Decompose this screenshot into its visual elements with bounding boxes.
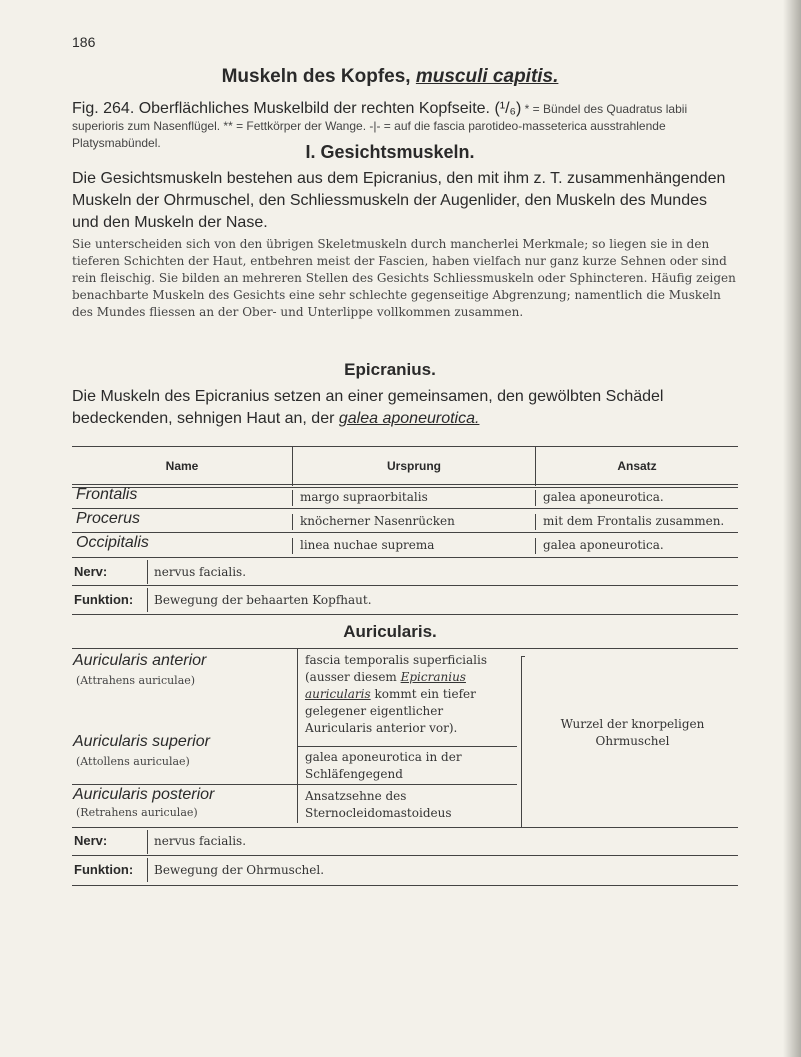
table-rule-top — [72, 648, 738, 649]
label-divider — [147, 830, 148, 854]
table-rule-row — [72, 827, 738, 828]
muscle-name: Procerus — [76, 510, 141, 527]
table-col-divider — [292, 490, 293, 506]
epicranius-intro-plain: Die Muskeln des Epicranius setzen an einer gemeinsamen, den gewölbten Schädel bedeckenden, sehnigen Haut an, der — [72, 388, 664, 427]
table-col-divider — [535, 514, 536, 530]
figure-caption-lead: Fig. 264. Oberflächliches Muskelbild der rechten Kopfseite. (¹/₆) — [72, 100, 522, 117]
muscle-name: Frontalis — [76, 486, 138, 503]
label-divider — [147, 560, 148, 584]
table-rule-row — [72, 784, 517, 785]
muscle-latin-name: (Attollens auriculae) — [76, 755, 190, 768]
epicranius-heading: Epicranius. — [344, 360, 436, 379]
chapter-title — [0, 66, 780, 88]
muscle-name: Auricularis superior — [73, 733, 210, 750]
muscle-latin-name: (Attrahens auriculae) — [76, 674, 196, 687]
muscle-name: Occipitalis — [76, 534, 149, 551]
table-rule-bottom — [72, 614, 738, 615]
shared-insertion: Wurzel der knorpeligen Ohrmuschel — [560, 717, 705, 748]
table-rule-bottom — [72, 885, 738, 886]
table-rule-row — [72, 585, 738, 586]
table-rule-row — [72, 557, 738, 558]
origin-italic: Epicranius auricularis — [305, 670, 466, 701]
function-value: Bewegung der behaarten Kopfhaut. — [154, 593, 372, 607]
muscle-origin: Ansatzsehne des Sternocleidomastoideus — [305, 789, 452, 820]
figure-caption-rest: * = Bündel des Quadratus labii superioris zum Nasenflügel. ** = Fettkörper der Wange. -|- = auf die fascia parotideo-masseterica ausstrahlende Platysmabündel. — [72, 102, 688, 150]
muscle-name: Auricularis anterior — [73, 652, 207, 669]
column-header-name: Name — [165, 459, 199, 473]
epicranius-intro-galea: galea aponeurotica. — [338, 410, 480, 427]
muscle-insertion: galea aponeurotica. — [543, 538, 664, 552]
muscle-insertion: mit dem Frontalis zusammen. — [543, 514, 725, 528]
page-number: 186 — [72, 34, 96, 50]
muscle-origin: knöcherner Nasenrücken — [300, 514, 455, 528]
chapter-title-plain: Muskeln des Kopfes, — [221, 66, 416, 87]
table-col-divider — [292, 514, 293, 530]
muscle-origin — [305, 652, 513, 737]
label-divider — [147, 588, 148, 612]
function-value: Bewegung der Ohrmuschel. — [154, 863, 325, 877]
table-col-divider — [535, 538, 536, 554]
section-intro: Die Gesichtsmuskeln bestehen aus dem Epicranius, den mit ihm z. T. zusammenhängenden Muskeln der Ohrmuschel, den Schliessmuskeln der Augenlider, den Muskeln des Mundes und den Muskeln der Nase. — [72, 170, 726, 231]
table-col-divider — [297, 648, 298, 823]
epicranius-intro — [72, 386, 738, 430]
nerve-label: Nerv: — [74, 833, 108, 848]
table-col-divider — [292, 538, 293, 554]
chapter-title-latin: musculi capitis. — [415, 66, 559, 87]
nerve-value: nervus facialis. — [154, 834, 247, 848]
column-header-insertion: Ansatz — [617, 459, 657, 473]
table-rule-row — [297, 746, 517, 747]
muscle-origin: margo supraorbitalis — [300, 490, 428, 504]
brace-bracket — [521, 656, 525, 828]
column-header-origin: Ursprung — [387, 459, 441, 473]
label-divider — [147, 858, 148, 882]
section-heading: I. Gesichtsmuskeln. — [305, 142, 475, 162]
page-edge-shadow — [783, 0, 801, 1057]
table-col-divider — [535, 490, 536, 506]
muscle-origin: galea aponeurotica in der Schläfengegend — [305, 750, 462, 781]
muscle-latin-name: (Retrahens auriculae) — [76, 806, 198, 819]
muscle-insertion: galea aponeurotica. — [543, 490, 664, 504]
origin-text-rest: kommt ein tiefer gelegener eigentlicher Auricularis anterior vor). — [305, 687, 476, 735]
nerve-value: nervus facialis. — [154, 565, 247, 579]
section-detail: Sie unterscheiden sich von den übrigen Skeletmuskeln durch mancherlei Merkmale; so liegen sie in den tieferen Schichten der Haut, entbehren meist der Fascien, haben vielfach nur ganz kurze Sehnen oder sind rein fleischig. Sie bilden an mehreren Stellen des Gesichts Schliessmuskeln oder Sphincteren. Häufig zeigen benachbarte Muskeln des Gesichts eine sehr schlechte gegenseitige Abgrenzung; namentlich die Muskeln des Mundes fliessen an der Ober- und Unterlippe vollkommen zusammen. — [72, 237, 736, 319]
function-label: Funktion: — [74, 592, 134, 607]
nerve-label: Nerv: — [74, 564, 108, 579]
muscle-name: Auricularis posterior — [73, 786, 215, 803]
auricularis-heading: Auricularis. — [343, 622, 437, 641]
table-rule-row — [72, 855, 738, 856]
table-rule-row — [72, 508, 738, 509]
table-rule-header — [72, 487, 738, 488]
origin-text: fascia temporalis superficialis (ausser diesem — [305, 653, 487, 684]
function-label: Funktion: — [74, 862, 134, 877]
table-rule-row — [72, 532, 738, 533]
muscle-origin: linea nuchae suprema — [300, 538, 435, 552]
table-rule-header — [72, 484, 738, 485]
table-rule-top — [72, 446, 738, 447]
